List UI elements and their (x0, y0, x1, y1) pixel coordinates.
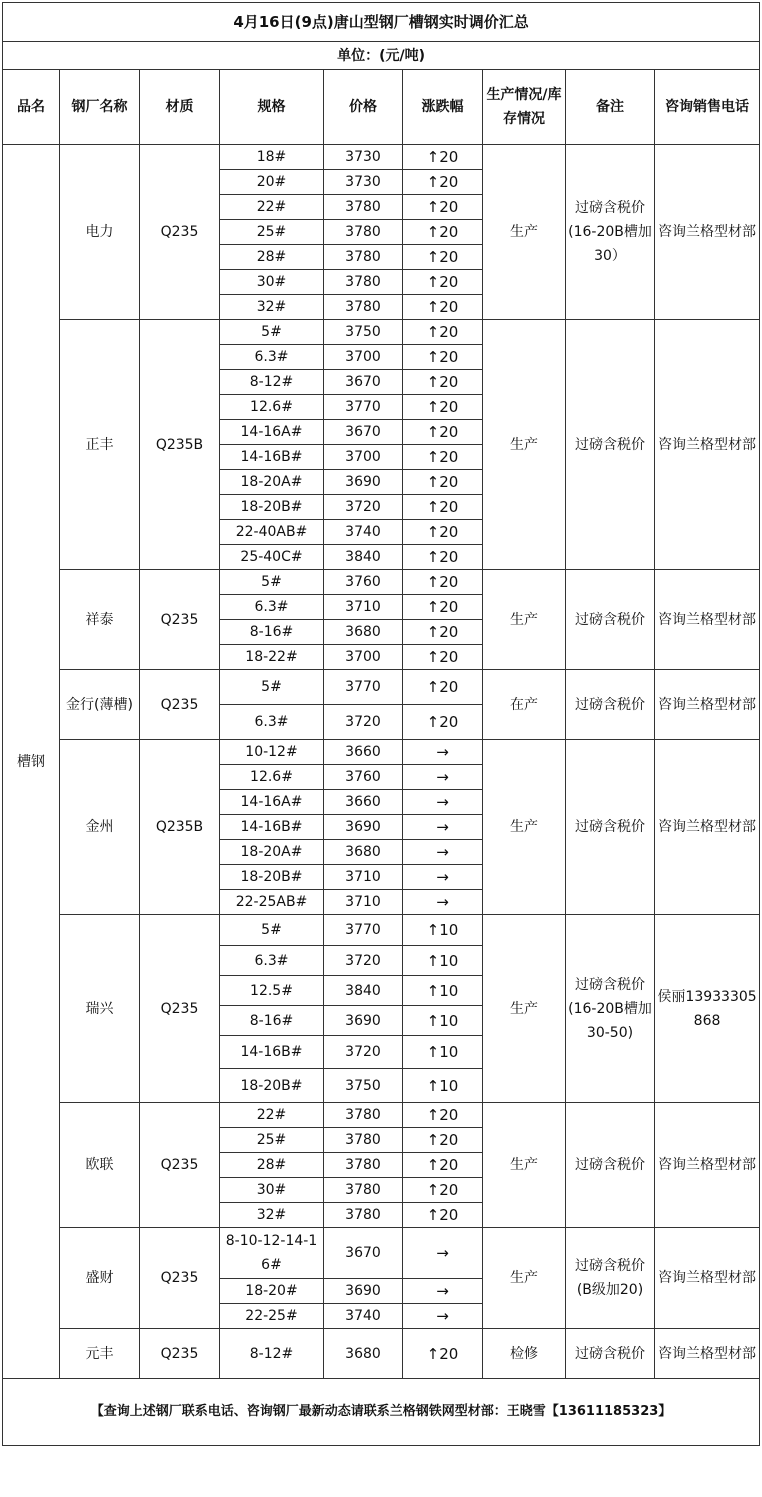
change-cell: ↑20 (403, 145, 483, 170)
note-cell: 过磅含税价(16-20B槽加30） (566, 145, 655, 320)
price-cell: 3690 (324, 1279, 403, 1304)
price-table (2, 2, 760, 1446)
price-cell: 3770 (324, 395, 403, 420)
spec-cell: 8-16# (220, 1006, 324, 1036)
price-cell: 3780 (324, 295, 403, 320)
production-status: 生产 (483, 145, 566, 320)
spec-cell: 22# (220, 195, 324, 220)
price-cell: 3780 (324, 1153, 403, 1178)
spec-cell: 10-12# (220, 740, 324, 765)
spec-cell: 22-25# (220, 1304, 324, 1329)
material: Q235 (140, 570, 220, 670)
spec-cell: 22# (220, 1103, 324, 1128)
spec-cell: 30# (220, 270, 324, 295)
price-cell: 3760 (324, 765, 403, 790)
price-cell: 3780 (324, 1103, 403, 1128)
price-cell: 3750 (324, 1069, 403, 1103)
spec-cell: 32# (220, 295, 324, 320)
material: Q235 (140, 145, 220, 320)
production-status: 生产 (483, 740, 566, 915)
change-cell: → (403, 1304, 483, 1329)
price-cell: 3720 (324, 495, 403, 520)
note-cell: 过磅含税价 (566, 570, 655, 670)
mill-name: 金行(薄槽) (60, 670, 140, 740)
price-cell: 3780 (324, 220, 403, 245)
price-cell: 3680 (324, 620, 403, 645)
price-cell: 3780 (324, 1203, 403, 1228)
price-cell: 3750 (324, 320, 403, 345)
note-cell: 过磅含税价 (566, 670, 655, 740)
spec-cell: 8-12# (220, 1329, 324, 1379)
price-cell: 3660 (324, 790, 403, 815)
change-cell: ↑20 (403, 220, 483, 245)
material: Q235B (140, 320, 220, 570)
mill-name: 金州 (60, 740, 140, 915)
change-cell: ↑20 (403, 670, 483, 705)
product-name: 槽钢 (3, 145, 60, 1379)
spec-cell: 18-20# (220, 1279, 324, 1304)
unit-label: 单位：(元/吨) (3, 42, 760, 70)
change-cell: ↑10 (403, 976, 483, 1006)
spec-cell: 14-16A# (220, 420, 324, 445)
change-cell: ↑20 (403, 420, 483, 445)
footer-contact: 【查询上述钢厂联系电话、咨询钢厂最新动态请联系兰格钢铁网型材部：王晓雪【13611185323】 (3, 1379, 760, 1446)
spec-cell: 5# (220, 915, 324, 946)
change-cell: ↑10 (403, 1006, 483, 1036)
price-cell: 3780 (324, 245, 403, 270)
production-status: 生产 (483, 320, 566, 570)
change-cell: ↑20 (403, 370, 483, 395)
spec-cell: 18# (220, 145, 324, 170)
price-cell: 3670 (324, 370, 403, 395)
mill-name: 正丰 (60, 320, 140, 570)
table-row (3, 320, 760, 345)
change-cell: ↑10 (403, 1036, 483, 1069)
change-cell: ↑20 (403, 645, 483, 670)
spec-cell: 20# (220, 170, 324, 195)
table-body (3, 145, 760, 1379)
spec-cell: 18-22# (220, 645, 324, 670)
material: Q235 (140, 1329, 220, 1379)
change-cell: → (403, 740, 483, 765)
mill-name: 祥泰 (60, 570, 140, 670)
change-cell: ↑20 (403, 520, 483, 545)
price-cell: 3710 (324, 865, 403, 890)
price-cell: 3740 (324, 520, 403, 545)
header-material: 材质 (140, 70, 220, 145)
table-row (3, 570, 760, 595)
note-cell: 过磅含税价 (566, 1329, 655, 1379)
spec-cell: 30# (220, 1178, 324, 1203)
price-cell: 3780 (324, 195, 403, 220)
change-cell: → (403, 765, 483, 790)
table-row (3, 1103, 760, 1128)
spec-cell: 28# (220, 1153, 324, 1178)
note-cell: 过磅含税价 (566, 740, 655, 915)
contact-cell: 咨询兰格型材部 (655, 740, 760, 915)
spec-cell: 8-16# (220, 620, 324, 645)
contact-cell: 侯丽13933305868 (655, 915, 760, 1103)
mill-name: 欧联 (60, 1103, 140, 1228)
spec-cell: 18-20B# (220, 495, 324, 520)
spec-cell: 14-16B# (220, 1036, 324, 1069)
header-note: 备注 (566, 70, 655, 145)
header-spec: 规格 (220, 70, 324, 145)
material: Q235B (140, 740, 220, 915)
note-cell: 过磅含税价(B级加20) (566, 1228, 655, 1329)
spec-cell: 6.3# (220, 595, 324, 620)
table-row (3, 1329, 760, 1379)
header-status: 生产情况/库存情况 (483, 70, 566, 145)
price-cell: 3700 (324, 345, 403, 370)
spec-cell: 18-20A# (220, 840, 324, 865)
spec-cell: 14-16A# (220, 790, 324, 815)
spec-cell: 5# (220, 670, 324, 705)
price-cell: 3710 (324, 595, 403, 620)
material: Q235 (140, 670, 220, 740)
price-cell: 3740 (324, 1304, 403, 1329)
change-cell: → (403, 840, 483, 865)
contact-cell: 咨询兰格型材部 (655, 570, 760, 670)
spec-cell: 18-20B# (220, 865, 324, 890)
mill-name: 元丰 (60, 1329, 140, 1379)
spec-cell: 28# (220, 245, 324, 270)
change-cell: ↑10 (403, 1069, 483, 1103)
table-row (3, 915, 760, 946)
header-contact: 咨询销售电话 (655, 70, 760, 145)
spec-cell: 8-12# (220, 370, 324, 395)
price-cell: 3690 (324, 1006, 403, 1036)
spec-cell: 14-16B# (220, 815, 324, 840)
page-title: 4月16日(9点)唐山型钢厂槽钢实时调价汇总 (3, 3, 760, 42)
change-cell: ↑20 (403, 445, 483, 470)
note-cell: 过磅含税价 (566, 1103, 655, 1228)
spec-cell: 25-40C# (220, 545, 324, 570)
change-cell: ↑20 (403, 1153, 483, 1178)
production-status: 生产 (483, 1228, 566, 1329)
change-cell: ↑20 (403, 570, 483, 595)
change-cell: ↑20 (403, 470, 483, 495)
spec-cell: 12.6# (220, 765, 324, 790)
price-cell: 3840 (324, 545, 403, 570)
spec-cell: 8-10-12-14-16# (220, 1228, 324, 1279)
table-row (3, 740, 760, 765)
material: Q235 (140, 1103, 220, 1228)
change-cell: ↑10 (403, 946, 483, 976)
change-cell: → (403, 1228, 483, 1279)
contact-cell: 咨询兰格型材部 (655, 1329, 760, 1379)
table-row (3, 670, 760, 705)
change-cell: ↑10 (403, 915, 483, 946)
price-cell: 3680 (324, 1329, 403, 1379)
spec-cell: 25# (220, 220, 324, 245)
spec-cell: 18-20A# (220, 470, 324, 495)
header-price: 价格 (324, 70, 403, 145)
contact-cell: 咨询兰格型材部 (655, 1228, 760, 1329)
change-cell: → (403, 865, 483, 890)
price-cell: 3780 (324, 1178, 403, 1203)
change-cell: ↑20 (403, 1329, 483, 1379)
change-cell: → (403, 815, 483, 840)
header-mill: 钢厂名称 (60, 70, 140, 145)
change-cell: ↑20 (403, 320, 483, 345)
change-cell: → (403, 790, 483, 815)
change-cell: → (403, 890, 483, 915)
production-status: 生产 (483, 570, 566, 670)
contact-cell: 咨询兰格型材部 (655, 670, 760, 740)
change-cell: ↑20 (403, 1128, 483, 1153)
price-cell: 3760 (324, 570, 403, 595)
material: Q235 (140, 915, 220, 1103)
header-product: 品名 (3, 70, 60, 145)
contact-cell: 咨询兰格型材部 (655, 320, 760, 570)
spec-cell: 5# (220, 570, 324, 595)
price-cell: 3730 (324, 145, 403, 170)
price-cell: 3730 (324, 170, 403, 195)
price-cell: 3670 (324, 1228, 403, 1279)
production-status: 生产 (483, 1103, 566, 1228)
change-cell: ↑20 (403, 295, 483, 320)
spec-cell: 25# (220, 1128, 324, 1153)
production-status: 在产 (483, 670, 566, 740)
spec-cell: 18-20B# (220, 1069, 324, 1103)
price-cell: 3660 (324, 740, 403, 765)
price-cell: 3690 (324, 470, 403, 495)
mill-name: 瑞兴 (60, 915, 140, 1103)
mill-name: 盛财 (60, 1228, 140, 1329)
price-cell: 3700 (324, 645, 403, 670)
price-cell: 3720 (324, 1036, 403, 1069)
change-cell: → (403, 1279, 483, 1304)
change-cell: ↑20 (403, 1203, 483, 1228)
change-cell: ↑20 (403, 595, 483, 620)
table-row (3, 145, 760, 170)
change-cell: ↑20 (403, 705, 483, 740)
change-cell: ↑20 (403, 345, 483, 370)
contact-cell: 咨询兰格型材部 (655, 1103, 760, 1228)
spec-cell: 22-25AB# (220, 890, 324, 915)
material: Q235 (140, 1228, 220, 1329)
price-cell: 3720 (324, 705, 403, 740)
change-cell: ↑20 (403, 170, 483, 195)
spec-cell: 32# (220, 1203, 324, 1228)
change-cell: ↑20 (403, 395, 483, 420)
spec-cell: 5# (220, 320, 324, 345)
spec-cell: 12.5# (220, 976, 324, 1006)
price-cell: 3770 (324, 915, 403, 946)
change-cell: ↑20 (403, 545, 483, 570)
price-cell: 3680 (324, 840, 403, 865)
change-cell: ↑20 (403, 495, 483, 520)
production-status: 检修 (483, 1329, 566, 1379)
note-cell: 过磅含税价(16-20B槽加30-50) (566, 915, 655, 1103)
change-cell: ↑20 (403, 270, 483, 295)
change-cell: ↑20 (403, 620, 483, 645)
price-cell: 3840 (324, 976, 403, 1006)
price-cell: 3710 (324, 890, 403, 915)
price-cell: 3700 (324, 445, 403, 470)
change-cell: ↑20 (403, 195, 483, 220)
price-cell: 3670 (324, 420, 403, 445)
spec-cell: 22-40AB# (220, 520, 324, 545)
price-cell: 3690 (324, 815, 403, 840)
contact-cell: 咨询兰格型材部 (655, 145, 760, 320)
price-cell: 3770 (324, 670, 403, 705)
table-row (3, 1228, 760, 1279)
mill-name: 电力 (60, 145, 140, 320)
header-change: 涨跌幅 (403, 70, 483, 145)
spec-cell: 12.6# (220, 395, 324, 420)
price-cell: 3780 (324, 270, 403, 295)
change-cell: ↑20 (403, 245, 483, 270)
spec-cell: 6.3# (220, 705, 324, 740)
spec-cell: 6.3# (220, 946, 324, 976)
spec-cell: 6.3# (220, 345, 324, 370)
note-cell: 过磅含税价 (566, 320, 655, 570)
price-cell: 3720 (324, 946, 403, 976)
spec-cell: 14-16B# (220, 445, 324, 470)
production-status: 生产 (483, 915, 566, 1103)
change-cell: ↑20 (403, 1178, 483, 1203)
change-cell: ↑20 (403, 1103, 483, 1128)
price-cell: 3780 (324, 1128, 403, 1153)
